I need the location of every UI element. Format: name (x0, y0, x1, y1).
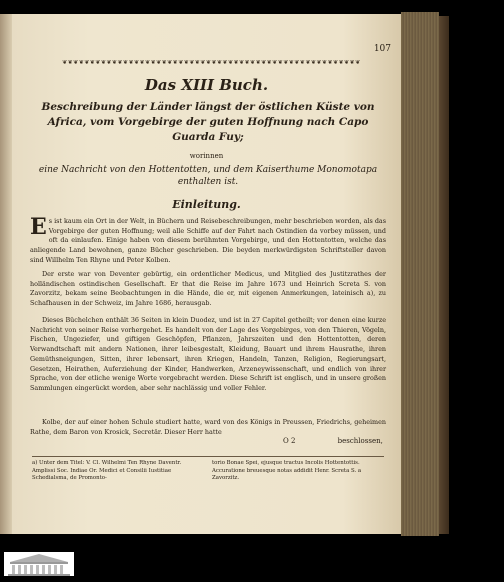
chapter-subtitle: Beschreibung der Länder längst der östlichen Küste von Africa, vom Vorgebirge der guten Hoffnung nach Capo Guarda Fuy; (41, 101, 375, 143)
footnote-left: a) Unter dem Titel: V. Cl. Wilhelmi Ten Rhyne Daventr. Amplissi Soc. Indiae Or. Medici et Consilii Iustitiae Schedialsma, de Promonto- (32, 460, 182, 481)
chapter-subtitle-2: eine Nachricht von den Hottentotten, und dem Kaiserthume Monomotapa enthalten ist. (38, 165, 378, 187)
book-page (12, 14, 401, 534)
drop-cap: E (30, 214, 47, 240)
page-number: 107 (373, 44, 391, 54)
section-heading: Einleitung. (172, 198, 241, 211)
paragraph-1-text: s ist kaum ein Ort in der Welt, in Büchern und Reisebeschreibungen, mehr beschrieben worden, als das Vorgebirge der guten Hoffnung; weil alle Schiffe auf der Fahrt nach Ostindien da vorbey müssen, und oft da einlaufen. Einige haben von diesem berühmten Vorgebirge, und den Hottentotten, welche das anliegende Land bewohnen, ganze Bücher geschrieben. Die beyden merkwürdigsten Schriftsteller davon sind Willhelm Ten Rhyne und Peter Kolben. (30, 217, 386, 264)
paragraph-4: Kolbe, der auf einer hohen Schule studiert hatte, ward von des Königs in Preussen, Friedrichs, geheimen Rathe, dem Baron von Krosick, Secretär. Dieser Herr hatte (30, 418, 386, 436)
building-icon (4, 552, 74, 576)
signature-text: O 2 (283, 437, 296, 445)
paragraph-1 (30, 214, 386, 266)
left-page-edge (0, 14, 12, 534)
worinnen-label: worinnen (189, 152, 224, 160)
footnote-rule (32, 456, 384, 457)
library-building-logo (4, 552, 74, 576)
ornament-band: ❦❦❦❦❦❦❦❦❦❦❦❦❦❦❦❦❦❦❦❦❦❦❦❦❦❦❦❦❦❦❦❦❦❦❦❦❦❦❦❦❦❦❦❦❦❦❦❦❦❦❦❦❦❦ (62, 60, 361, 66)
page-block-edge (401, 12, 439, 536)
signature-mark (283, 437, 383, 445)
footnote-right: torio Bonae Spei, ejusque tractus Incolis Hottentottis. Accuratione breuesque notas addidit Henr. Screta S. a Zavorzitz. (212, 460, 362, 481)
paragraph-3: Dieses Büchelchen enthält 36 Seiten in klein Duodez, und ist in 27 Capitel getheilt; vor denen eine kurze Nachricht von seiner Reise vorhergehet. Es handelt von der Lage des Vorgebirges, von den Thieren, Vögeln, Fischen, Ungeziefer, und giftigen Geschöpfen, Pflanzen, Jahrszeiten und den Hottentotten, deren Verwandtschaft mit andern Nationen, ihrer leibesgestalt, Kleidung, Bauart und ihrem Hausrathe, ihren Gemüthsneigungen, Sitten, ihrer lebensart, ihren Kriegen, Handeln, Tanzen, Religion, Regierungsart, Gesetzen, Heirathen, Auferziehung der Kinder, Handwerken, Arzeneywissenschaft, und endlich von ihrer Sprache, von der etliche wenige Worte vorgebracht werden. Diese Schrift ist englisch, und in unsere großen Sammlungen eingerückt worden, aber sehr nachlässig und voller Fehler. (30, 316, 386, 392)
paragraph-2: Der erste war von Deventer gebürtig, ein ordentlicher Medicus, und Mitglied des Justitzrathes der holländischen ostindischen Gesellschaft. Er that die Reise im Jahre 1673 und Heinrich Screta S. von Zavorzitz, bekam seine Beobachtungen in die Hände, die er, mit eigenen Anmerkungen, lateinisch a), zu Schafhausen in der Schweiz, im Jahre 1686, herausgab. (30, 270, 386, 308)
book-cover-edge (439, 16, 449, 534)
catchword: beschlossen, (337, 437, 383, 445)
chapter-title: Das XIII Buch. (144, 76, 269, 94)
